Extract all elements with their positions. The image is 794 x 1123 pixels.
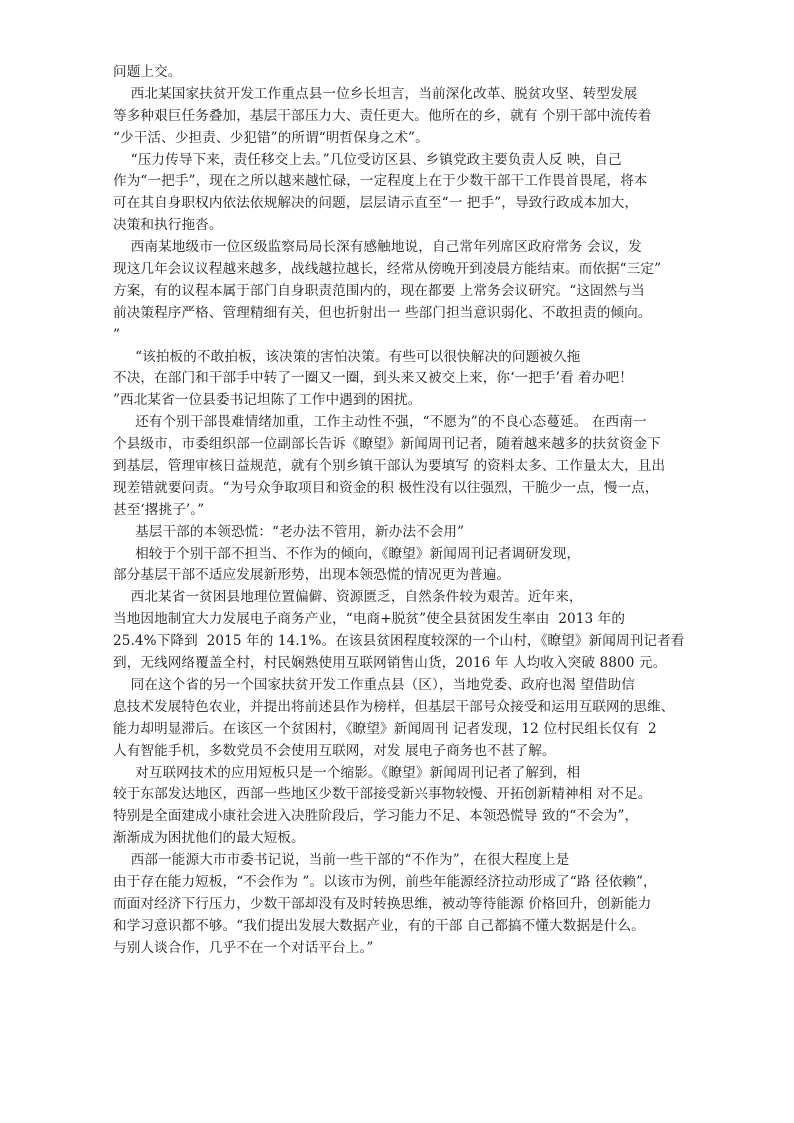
text-line: 特别是全面建成小康社会进入决胜阶段后，学习能力不足、本领恐慌导 致的“不会为”， bbox=[113, 808, 639, 825]
text-line: ”西北某省一位县委书记坦陈了工作中遇到的困扰。 bbox=[113, 392, 422, 409]
text-line: 渐渐成为困扰他们的最大短板。 bbox=[113, 830, 305, 847]
text-line: “压力传导下来，责任移交上去。”几位受访区县、乡镇党政主要负责人反 映，自己 bbox=[113, 151, 622, 168]
text-line: 可在其自身职权内依法依规解决的问题，层层请示直至“一 把手”，导致行政成本加大， bbox=[113, 195, 639, 212]
text-line: 甚至‘撂挑子’。” bbox=[113, 501, 205, 518]
article-body bbox=[113, 62, 693, 960]
text-line: “少干活、少担责、少犯错”的所谓“明哲保身之术”。 bbox=[113, 129, 429, 146]
text-line: 部分基层干部不适应发展新形势，出现本领恐慌的情况更为普遍。 bbox=[113, 567, 511, 584]
text-line: 决策和执行拖沓。 bbox=[113, 217, 223, 234]
text-line: 西北某国家扶贫开发工作重点县一位乡长坦言，当前深化改革、脱贫攻坚、转型发展 bbox=[113, 85, 638, 102]
text-line: 和学习意识都不够。“我们提出发展大数据产业，有的干部 自己都搞不懂大数据是什么。 bbox=[113, 917, 645, 934]
text-line: 还有个别干部畏难情绪加重，工作主动性不强，“不愿为”的不良心态蔓延。 在西南一 bbox=[113, 414, 647, 431]
text-line: 能力却明显滞后。在该区一个贫困村，《瞭望》新闻周刊 记者发现，12 位村民组长仅有 2 bbox=[113, 720, 657, 737]
text-line: 问题上交。 bbox=[113, 64, 182, 80]
text-line: 方案，有的议程本属于部门自身职责范围内的，现在都要 上常务会议研究。“这固然与当 bbox=[113, 282, 645, 299]
text-line: 不决，在部门和干部手中转了一圈又一圈，到头来又被交上来，你‘一把手’看 着办吧！ bbox=[113, 370, 633, 387]
text-line: 西南某地级市一位区级监察局局长深有感触地说，自己常年列席区政府常务 会议，发 bbox=[113, 239, 642, 256]
text-line: 25.4%下降到 2015 年的 14.1%。在该县贫困程度较深的一个山村，《瞭望》新闻周刊记者看 bbox=[113, 633, 685, 650]
text-line: 等多种艰巨任务叠加，基层干部压力大、责任更大。他所在的乡，就有 个别干部中流传着 bbox=[113, 107, 652, 124]
text-line: 前决策程序严格、管理精细有关，但也折射出一 些部门担当意识弱化、不敢担责的倾向。 bbox=[113, 304, 652, 321]
text-line: 作为“一把手”，现在之所以越来越忙碌，一定程度上在于少数干部干工作畏首畏尾，将本 bbox=[113, 173, 648, 190]
text-line: 相较于个别干部不担当、不作为的倾向，《瞭望》新闻周刊记者调研发现， bbox=[113, 545, 581, 562]
text-line: 由于存在能力短板，“不会作为 ”。以该市为例，前些年能源经济拉动形成了“路 径依赖”， bbox=[113, 873, 657, 890]
text-line: 西部一能源大市市委书记说，当前一些干部的“不作为”，在很大程度上是 bbox=[113, 852, 570, 869]
text-line: 个县级市，市委组织部一位副部长告诉《瞭望》新闻周刊记者，随着越来越多的扶贫资金下 bbox=[113, 436, 661, 453]
text-line: 同在这个省的另一个国家扶贫开发工作重点县（区），当地党委、政府也渴 望借助信 bbox=[113, 676, 635, 693]
text-line: 息技术发展特色农业，并提出将前述县作为榜样，但基层干部号众接受和运用互联网的思维、 bbox=[113, 698, 675, 715]
text-line: 现差错就要问责。“为号众争取项目和资金的积 极性没有以往强烈，干脆少一点，慢一点， bbox=[113, 479, 659, 496]
text-line: 到基层，管理审核日益规范，就有个别乡镇干部认为要填写 的资料太多、工作量太大，且出 bbox=[113, 458, 666, 475]
text-line: ” bbox=[113, 326, 121, 343]
text-line: 基层干部的本领恐慌：“老办法不管用，新办法不会用” bbox=[113, 523, 465, 540]
text-line: 而面对经济下行压力，少数干部却没有及时转换思维，被动等待能源 价格回升，创新能力 bbox=[113, 895, 652, 912]
text-line: 西北某省一贫困县地理位置偏僻、资源匮乏，自然条件较为艰苦。近年来， bbox=[113, 589, 583, 606]
text-line: “该拍板的不敢拍板，该决策的害怕决策。有些可以很快解决的问题被久拖 bbox=[113, 348, 581, 365]
text-line: 与别人谈合作，几乎不在一个对话平台上。” bbox=[113, 939, 374, 956]
text-line: 到，无线网络覆盖全村，村民娴熟使用互联网销售山货，2016 年 人均收入突破 8800 元。 bbox=[113, 655, 667, 672]
text-line: 现这几年会议议程越来越多，战线越拉越长，经常从傍晚开到凌晨方能结束。而依据“三定” bbox=[113, 261, 662, 278]
text-line: 人有智能手机，多数党员不会使用互联网，对发 展电子商务也不甚了解。 bbox=[113, 742, 556, 759]
text-line: 较于东部发达地区，西部一些地区少数干部接受新兴事物较慢、开拓创新精神相 对不足。 bbox=[113, 786, 652, 803]
text-line: 对互联网技术的应用短板只是一个缩影。《瞭望》新闻周刊记者了解到，相 bbox=[113, 764, 581, 781]
text-line: 当地因地制宜大力发展电子商务产业，“电商+脱贫”使全县贫困发生率由 2013 年的 bbox=[113, 611, 626, 628]
